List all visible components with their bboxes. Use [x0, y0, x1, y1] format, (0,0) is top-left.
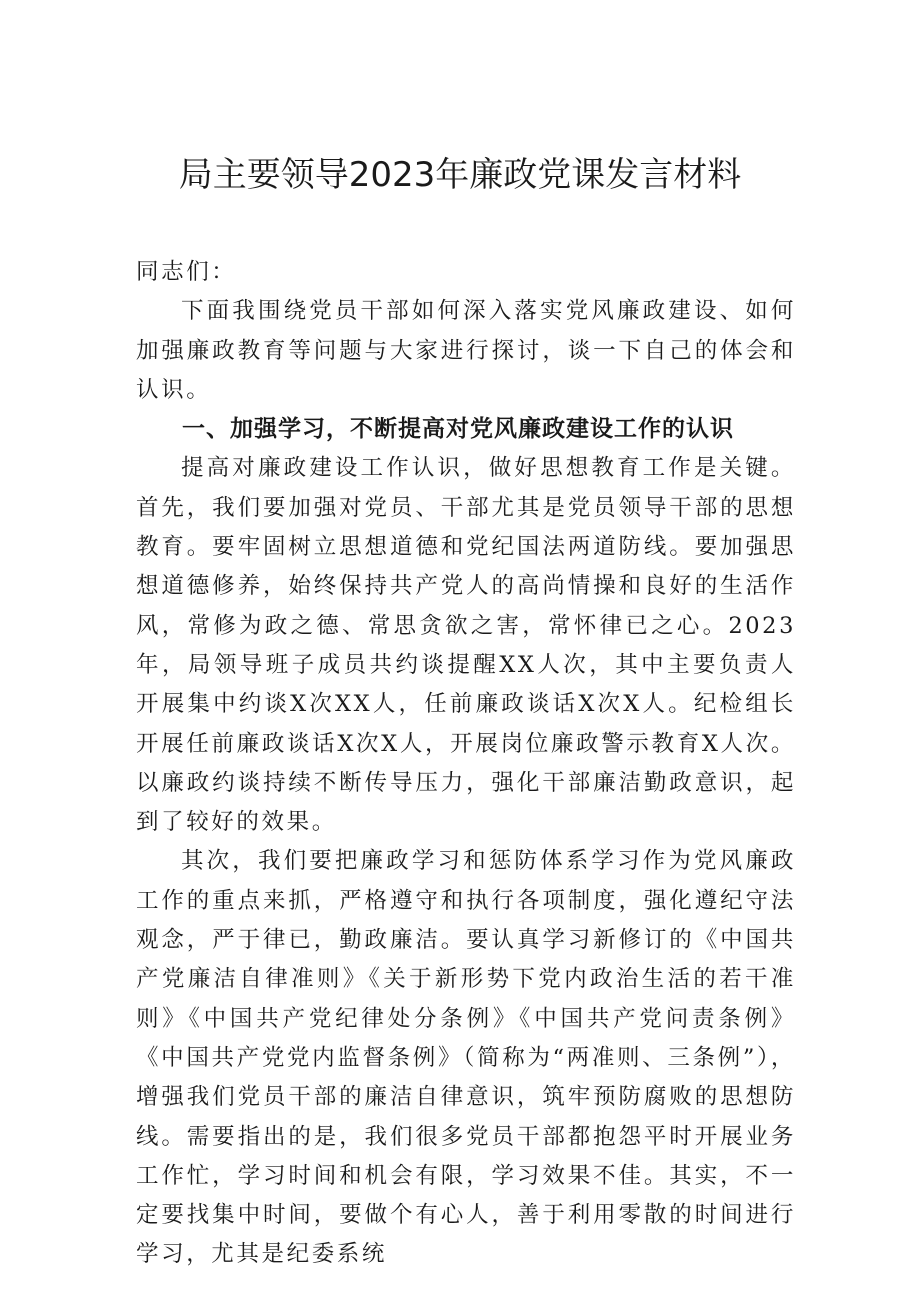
document-title: 局主要领导2023年廉政党课发言材料: [178, 155, 742, 195]
document-body: [136, 253, 796, 1275]
section-heading-1: 一、加强学习，不断提高对党风廉政建设工作的认识: [182, 416, 734, 443]
salutation: 同志们：: [136, 259, 237, 285]
intro-paragraph: 下面我围绕党员干部如何深入落实党风廉政建设、如何加强廉政教育等问题与大家进行探讨，谈一下自己的体会和认识。: [136, 298, 796, 403]
section1-paragraph-2: 其次，我们要把廉政学习和惩防体系学习作为党风廉政工作的重点来抓，严格遵守和执行各项制度，强化遵纪守法观念，严于律已，勤政廉洁。要认真学习新修订的《中国共产党廉洁自律准则》《关于新形势下党内政治生活的若干准则》《中国共产党纪律处分条例》《中国共产党问责条例》《中国共产党党内监督条例》（简称为“两准则、三条例”），增强我们党员干部的廉洁自律意识，筑牢预防腐败的思想防线。需要指出的是，我们很多党员干部都抱怨平时开展业务工作忙，学习时间和机会有限，学习效果不佳。其实，不一定要找集中时间，要做个有心人，善于利用零散的时间进行学习，尤其是纪委系统: [136, 848, 796, 1268]
section1-paragraph-1: 提高对廉政建设工作认识，做好思想教育工作是关键。首先，我们要加强对党员、干部尤其是党员领导干部的思想教育。要牢固树立思想道德和党纪国法两道防线。要加强思想道德修养，始终保持共产党人的高尚情操和良好的生活作风，常修为政之德、常思贪欲之害，常怀律已之心。2023年，局领导班子成员共约谈提醒XX人次，其中主要负责人开展集中约谈X次XX人，任前廉政谈话X次X人。纪检组长开展任前廉政谈话X次X人，开展岗位廉政警示教育X人次。以廉政约谈持续不断传导压力，强化干部廉洁勤政意识，起到了较好的效果。: [136, 455, 796, 836]
